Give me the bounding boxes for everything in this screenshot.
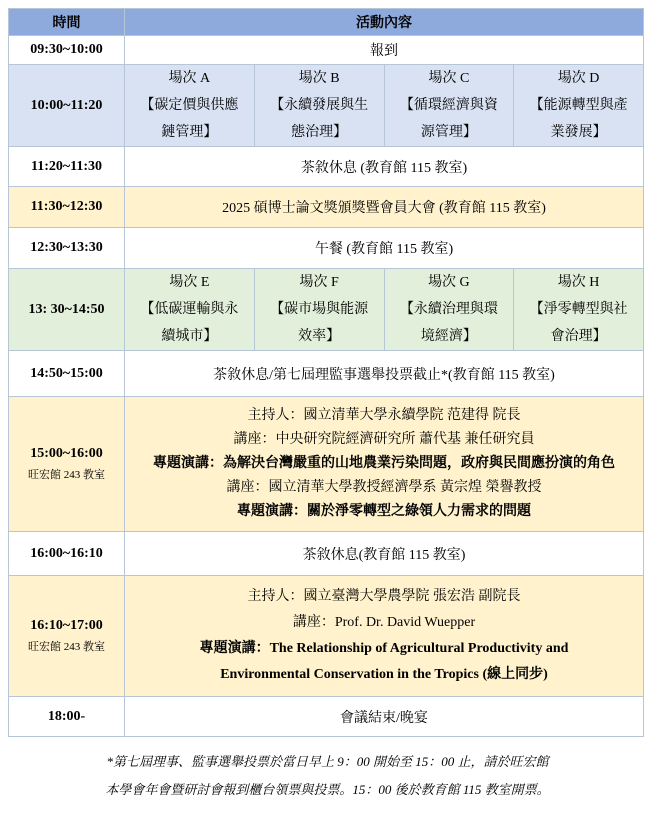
session-title: 場次 G [428,275,470,290]
time-cell: 12:30~13:30 [9,228,125,269]
time-cell: 18:00- [9,697,125,737]
footnote [0,748,655,804]
session-topic: 源管理】 [420,125,477,140]
session-cell [254,65,384,147]
table-row [9,187,644,228]
host-line: 主持人：國立清華大學永續學院 范建得 院長 [247,408,521,423]
time-cell: 09:30~10:00 [9,36,125,65]
table-row [9,36,644,65]
session-topic: 境經濟】 [420,329,477,344]
table-row [9,65,644,147]
header-row [9,9,644,36]
session-topic: 【永續治理與環 [399,302,498,317]
session-topic: 【能源轉型與產 [529,98,628,113]
time-label: 16:10~17:00 [30,618,103,633]
time-label: 15:00~16:00 [30,446,103,461]
session-topic: 【淨零轉型與社 [529,302,628,317]
talk-line: 專題演講：為解決台灣嚴重的山地農業污染問題，政府與民間應扮演的角色 [153,456,615,471]
session-title: 場次 E [169,275,210,290]
talk-line: 專題演講：關於淨零轉型之綠領人力需求的問題 [237,504,531,519]
session-topic: 【永續發展與生 [270,98,369,113]
activity-cell: 午餐 (教育館 115 教室) [125,228,644,269]
session-title: 場次 A [168,71,211,86]
program-cell [125,397,644,532]
table-row [9,576,644,697]
activity-cell: 茶敘休息(教育館 115 教室) [125,532,644,576]
time-cell: 11:20~11:30 [9,147,125,187]
activity-cell: 會議結束/晚宴 [125,697,644,737]
time-cell: 11:30~12:30 [9,187,125,228]
session-cell [514,269,644,351]
agenda-table [8,8,644,737]
table-row [9,397,644,532]
venue-label: 旺宏館 243 教室 [28,469,105,481]
session-topic: 業發展】 [550,125,607,140]
table-row [9,269,644,351]
speaker-line: 講座：國立清華大學教授經濟學系 黃宗煌 榮譽教授 [226,480,542,495]
table-row [9,532,644,576]
session-cell [254,269,384,351]
session-cell [384,269,514,351]
session-topic: 會治理】 [550,329,607,344]
session-topic: 鏈管理】 [161,125,218,140]
session-topic: 【碳定價與供應 [140,98,239,113]
time-cell: 14:50~15:00 [9,351,125,397]
session-cell [384,65,514,147]
talk-line: 專題演講：The Relationship of Agricultural Productivity and [199,641,569,656]
table-row [9,697,644,737]
session-topic: 【低碳運輸與永 [140,302,239,317]
activity-cell: 茶敘休息/第七屆理監事選舉投票截止*(教育館 115 教室) [125,351,644,397]
table-row [9,147,644,187]
session-title: 場次 C [428,71,470,86]
session-title: 場次 H [557,275,600,290]
session-topic: 續城市】 [161,329,218,344]
session-cell [125,65,255,147]
footnote-line: *第七屆理事、監事選舉投票於當日早上 9：00 開始至 15：00 止，請於旺宏館 [106,754,549,769]
time-cell [9,576,125,697]
time-header: 時間 [9,9,125,36]
venue-label: 旺宏館 243 教室 [28,641,105,653]
time-cell [9,397,125,532]
activity-cell: 2025 碩博士論文獎頒獎暨會員大會 (教育館 115 教室) [125,187,644,228]
session-topic: 態治理】 [291,125,348,140]
session-cell [514,65,644,147]
table-row [9,351,644,397]
activity-header: 活動內容 [125,9,644,36]
session-title: 場次 D [557,71,600,86]
session-title: 場次 F [299,275,339,290]
host-line: 主持人：國立臺灣大學農學院 張宏浩 副院長 [247,589,521,604]
program-cell [125,576,644,697]
activity-cell: 報到 [125,36,644,65]
session-cell [125,269,255,351]
activity-cell: 茶敘休息 (教育館 115 教室) [125,147,644,187]
time-cell: 13: 30~14:50 [9,269,125,351]
session-topic: 【碳市場與能源 [270,302,369,317]
time-cell: 16:00~16:10 [9,532,125,576]
session-topic: 效率】 [298,329,341,344]
talk-line: Environmental Conservation in the Tropics (線上同步) [220,667,548,682]
table-row [9,228,644,269]
session-topic: 【循環經濟與資 [399,98,498,113]
footnote-line: 本學會年會暨研討會報到櫃台領票與投票。15：00 後於教育館 115 教室開票。 [105,782,550,797]
speaker-line: 講座：中央研究院經濟研究所 蕭代基 兼任研究員 [233,432,535,447]
time-cell: 10:00~11:20 [9,65,125,147]
speaker-line: 講座：Prof. Dr. David Wuepper [292,615,476,630]
session-title: 場次 B [298,71,340,86]
